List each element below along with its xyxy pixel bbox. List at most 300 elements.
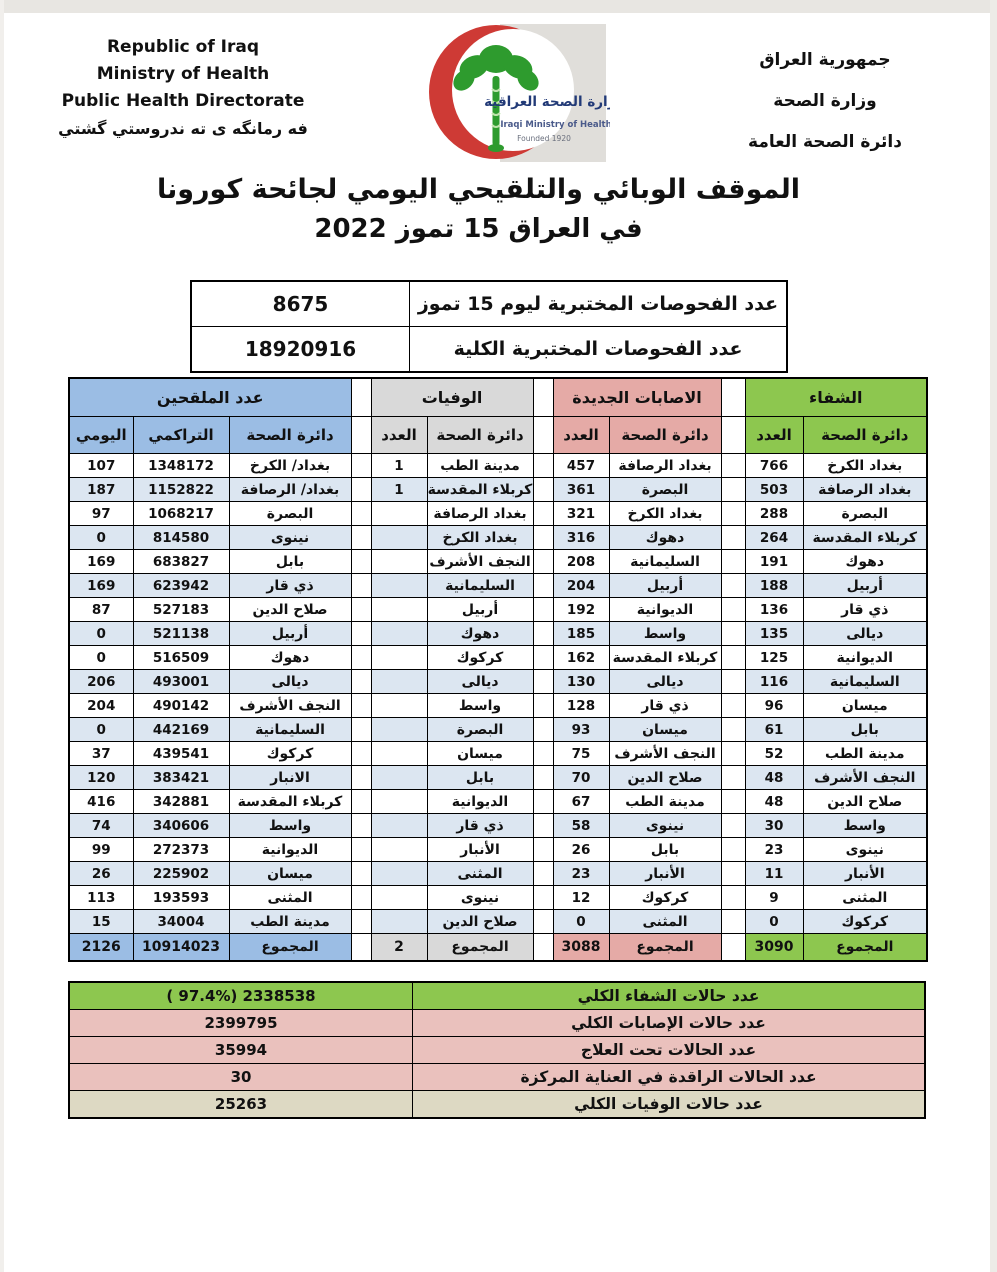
- cases-province-cell: ميسان: [609, 718, 721, 742]
- vaccinated-daily-cell: 206: [69, 670, 133, 694]
- cases-count-cell: 70: [553, 766, 609, 790]
- recovered-total: 3090: [745, 934, 803, 962]
- spacer-cell: [351, 598, 371, 622]
- vaccinated-province-cell: ذي قار: [229, 574, 351, 598]
- spacer-cell: [721, 862, 745, 886]
- spacer-cell: [721, 454, 745, 478]
- scan-edge-right: [990, 0, 997, 1272]
- recovered-group-header: الشفاء: [745, 378, 927, 417]
- spacer-cell: [721, 742, 745, 766]
- recovered-province-cell: ذي قار: [803, 598, 927, 622]
- cases-directorate-header: دائرة الصحة: [609, 417, 721, 454]
- vaccinated-cumulative-total: 10914023: [133, 934, 229, 962]
- table-row: [191, 281, 787, 327]
- vaccinated-cumulative-cell: 342881: [133, 790, 229, 814]
- cases-count-cell: 12: [553, 886, 609, 910]
- deaths-directorate-header: دائرة الصحة: [427, 417, 533, 454]
- recovered-count-header: العدد: [745, 417, 803, 454]
- spacer-cell: [721, 838, 745, 862]
- spacer-cell: [721, 550, 745, 574]
- header-english-line: Ministry of Health: [96, 64, 270, 84]
- lab-tests-table: [190, 280, 788, 373]
- vaccinated-province-cell: نينوى: [229, 526, 351, 550]
- deaths-province-cell: بغداد الرصافة: [427, 502, 533, 526]
- header-arabic-line: دائرة الصحة العامة: [748, 132, 902, 152]
- cases-group-header: الاصابات الجديدة: [553, 378, 721, 417]
- spacer-cell: [351, 766, 371, 790]
- cases-count-cell: 128: [553, 694, 609, 718]
- vaccinated-province-cell: بغداد/ الرصافة: [229, 478, 351, 502]
- vaccinated-province-cell: السليمانية: [229, 718, 351, 742]
- recovered-province-cell: صلاح الدين: [803, 790, 927, 814]
- recovered-province-cell: ديالى: [803, 622, 927, 646]
- cases-province-cell: بغداد الرصافة: [609, 454, 721, 478]
- deaths-count-header: العدد: [371, 417, 427, 454]
- spacer-cell: [533, 766, 553, 790]
- recovered-count-cell: 48: [745, 790, 803, 814]
- spacer-cell: [533, 814, 553, 838]
- spacer-cell: [721, 378, 745, 417]
- vaccinated-cumulative-cell: 490142: [133, 694, 229, 718]
- header-english-line: Public Health Directorate: [61, 91, 305, 111]
- vaccinated-cumulative-cell: 516509: [133, 646, 229, 670]
- vaccinated-daily-cell: 87: [69, 598, 133, 622]
- under-treatment-value: 35994: [69, 1037, 413, 1064]
- deaths-province-cell: مدينة الطب: [427, 454, 533, 478]
- recovered-province-cell: البصرة: [803, 502, 927, 526]
- cases-province-cell: البصرة: [609, 478, 721, 502]
- spacer-cell: [533, 550, 553, 574]
- recovered-province-cell: السليمانية: [803, 670, 927, 694]
- spacer-cell: [721, 718, 745, 742]
- table-row: [69, 838, 927, 862]
- table-row: [69, 814, 927, 838]
- table-row: [69, 910, 927, 934]
- deaths-province-cell: كركوك: [427, 646, 533, 670]
- cases-count-cell: 0: [553, 910, 609, 934]
- header-arabic-line: وزارة الصحة: [773, 91, 877, 111]
- cases-count-cell: 204: [553, 574, 609, 598]
- vaccinated-province-cell: البصرة: [229, 502, 351, 526]
- vaccinated-cumulative-cell: 225902: [133, 862, 229, 886]
- deaths-province-cell: ديالى: [427, 670, 533, 694]
- deaths-province-cell: بابل: [427, 766, 533, 790]
- vaccinated-province-cell: بابل: [229, 550, 351, 574]
- recovered-count-cell: 264: [745, 526, 803, 550]
- recovered-count-cell: 52: [745, 742, 803, 766]
- table-row: [69, 502, 927, 526]
- spacer-cell: [351, 670, 371, 694]
- spacer-cell: [533, 838, 553, 862]
- recovered-province-cell: نينوى: [803, 838, 927, 862]
- vaccinated-province-cell: دهوك: [229, 646, 351, 670]
- spacer-cell: [351, 838, 371, 862]
- deaths-province-cell: الديوانية: [427, 790, 533, 814]
- recovered-province-cell: واسط: [803, 814, 927, 838]
- table-row: [69, 742, 927, 766]
- deaths-count-cell: [371, 550, 427, 574]
- cases-count-cell: 75: [553, 742, 609, 766]
- recovered-directorate-header: دائرة الصحة: [803, 417, 927, 454]
- page-title-line2: في العراق 15 تموز 2022: [314, 214, 643, 244]
- spacer-cell: [351, 646, 371, 670]
- deaths-count-cell: [371, 502, 427, 526]
- summary-row: [69, 1091, 925, 1119]
- vaccinated-cumulative-cell: 814580: [133, 526, 229, 550]
- deaths-count-cell: [371, 598, 427, 622]
- cases-province-cell: نينوى: [609, 814, 721, 838]
- deaths-province-cell: دهوك: [427, 622, 533, 646]
- cases-count-cell: 130: [553, 670, 609, 694]
- table-row: [69, 646, 927, 670]
- table-row: [69, 886, 927, 910]
- vaccinated-daily-cell: 107: [69, 454, 133, 478]
- summary-row: [69, 982, 925, 1010]
- header-arabic-line: جمهورية العراق: [759, 50, 891, 70]
- recovered-count-cell: 48: [745, 766, 803, 790]
- deaths-total: 2: [371, 934, 427, 962]
- cases-province-cell: السليمانية: [609, 550, 721, 574]
- vaccinated-province-cell: المثنى: [229, 886, 351, 910]
- recovered-count-cell: 125: [745, 646, 803, 670]
- total-recovered-label: عدد حالات الشفاء الكلي: [413, 982, 926, 1010]
- recovered-count-cell: 23: [745, 838, 803, 862]
- deaths-count-cell: [371, 694, 427, 718]
- spacer-cell: [351, 862, 371, 886]
- recovered-count-cell: 61: [745, 718, 803, 742]
- vaccinated-province-cell: كركوك: [229, 742, 351, 766]
- spacer-cell: [721, 790, 745, 814]
- deaths-count-cell: [371, 718, 427, 742]
- cases-province-cell: كركوك: [609, 886, 721, 910]
- page-title: [0, 174, 957, 244]
- vaccinated-province-cell: أربيل: [229, 622, 351, 646]
- header-english-block: [58, 34, 308, 142]
- recovered-province-cell: الأنبار: [803, 862, 927, 886]
- cases-count-cell: 185: [553, 622, 609, 646]
- cases-province-cell: صلاح الدين: [609, 766, 721, 790]
- spacer-cell: [351, 574, 371, 598]
- vaccinated-cumulative-cell: 623942: [133, 574, 229, 598]
- recovered-province-cell: كركوك: [803, 910, 927, 934]
- table-row: [69, 766, 927, 790]
- deaths-province-cell: صلاح الدين: [427, 910, 533, 934]
- spacer-cell: [721, 814, 745, 838]
- header-english-line: Republic of Iraq: [106, 37, 260, 57]
- deaths-count-cell: 1: [371, 454, 427, 478]
- vaccinated-daily-cell: 416: [69, 790, 133, 814]
- recovered-count-cell: 96: [745, 694, 803, 718]
- spacer-cell: [721, 526, 745, 550]
- spacer-cell: [351, 502, 371, 526]
- vaccinated-cumulative-cell: 340606: [133, 814, 229, 838]
- cases-count-cell: 208: [553, 550, 609, 574]
- spacer-cell: [351, 934, 371, 962]
- deaths-count-cell: [371, 622, 427, 646]
- recovered-province-cell: بغداد الكرخ: [803, 454, 927, 478]
- table-row: [69, 550, 927, 574]
- deaths-count-cell: [371, 574, 427, 598]
- cases-count-cell: 58: [553, 814, 609, 838]
- spacer-cell: [533, 886, 553, 910]
- deaths-province-cell: واسط: [427, 694, 533, 718]
- vaccinated-daily-cell: 37: [69, 742, 133, 766]
- vaccinated-group-header: عدد الملقحين: [69, 378, 351, 417]
- deaths-count-cell: [371, 886, 427, 910]
- recovered-province-cell: كربلاء المقدسة: [803, 526, 927, 550]
- recovered-province-cell: الديوانية: [803, 646, 927, 670]
- spacer-cell: [721, 598, 745, 622]
- spacer-cell: [533, 454, 553, 478]
- deaths-count-cell: [371, 526, 427, 550]
- spacer-cell: [721, 934, 745, 962]
- vaccinated-daily-cell: 15: [69, 910, 133, 934]
- logo-arabic-text: وزارة الصحة العراقية: [484, 94, 610, 110]
- cases-count-cell: 192: [553, 598, 609, 622]
- vaccinated-province-cell: واسط: [229, 814, 351, 838]
- under-treatment-label: عدد الحالات تحت العلاج: [413, 1037, 926, 1064]
- vaccinated-province-cell: الديوانية: [229, 838, 351, 862]
- spacer-cell: [533, 417, 553, 454]
- spacer-cell: [533, 646, 553, 670]
- deaths-province-cell: بغداد الكرخ: [427, 526, 533, 550]
- deaths-count-cell: [371, 838, 427, 862]
- cases-count-cell: 361: [553, 478, 609, 502]
- table-row: [69, 790, 927, 814]
- recovered-count-cell: 0: [745, 910, 803, 934]
- cases-province-cell: الديوانية: [609, 598, 721, 622]
- vaccinated-cumulative-cell: 439541: [133, 742, 229, 766]
- spacer-cell: [351, 526, 371, 550]
- recovered-count-cell: 135: [745, 622, 803, 646]
- vaccinated-daily-cell: 99: [69, 838, 133, 862]
- spacer-cell: [721, 694, 745, 718]
- cases-province-cell: ذي قار: [609, 694, 721, 718]
- spacer-cell: [533, 378, 553, 417]
- spacer-cell: [351, 886, 371, 910]
- deaths-count-cell: [371, 862, 427, 886]
- table-row: [69, 454, 927, 478]
- icu-cases-value: 30: [69, 1064, 413, 1091]
- spacer-cell: [721, 574, 745, 598]
- spacer-cell: [351, 417, 371, 454]
- spacer-cell: [351, 814, 371, 838]
- total-tests-value: 18920916: [191, 327, 410, 373]
- spacer-cell: [533, 502, 553, 526]
- spacer-cell: [721, 417, 745, 454]
- vaccinated-daily-cell: 120: [69, 766, 133, 790]
- table-row: [69, 574, 927, 598]
- vaccinated-daily-cell: 0: [69, 622, 133, 646]
- summary-row: [69, 1037, 925, 1064]
- vaccinated-cumulative-cell: 527183: [133, 598, 229, 622]
- deaths-total-label: المجموع: [427, 934, 533, 962]
- spacer-cell: [721, 910, 745, 934]
- spacer-cell: [351, 478, 371, 502]
- recovered-count-cell: 11: [745, 862, 803, 886]
- recovered-province-cell: المثنى: [803, 886, 927, 910]
- cases-count-cell: 162: [553, 646, 609, 670]
- table-row: [69, 598, 927, 622]
- deaths-province-cell: ذي قار: [427, 814, 533, 838]
- cases-total-label: المجموع: [609, 934, 721, 962]
- spacer-cell: [351, 910, 371, 934]
- vaccinated-cumulative-cell: 272373: [133, 838, 229, 862]
- table-row: [69, 670, 927, 694]
- column-header-row: [69, 417, 927, 454]
- total-cases-label: عدد حالات الإصابات الكلي: [413, 1010, 926, 1037]
- cases-count-cell: 67: [553, 790, 609, 814]
- recovered-province-cell: بغداد الرصافة: [803, 478, 927, 502]
- spacer-cell: [721, 478, 745, 502]
- deaths-province-cell: النجف الأشرف: [427, 550, 533, 574]
- provinces-table: [68, 377, 928, 962]
- vaccinated-daily-cell: 204: [69, 694, 133, 718]
- recovered-count-cell: 766: [745, 454, 803, 478]
- ministry-logo: [404, 14, 610, 168]
- vaccinated-cumulative-cell: 383421: [133, 766, 229, 790]
- recovered-count-cell: 191: [745, 550, 803, 574]
- vaccinated-cumulative-header: التراكمي: [133, 417, 229, 454]
- vaccinated-daily-cell: 113: [69, 886, 133, 910]
- table-row: [69, 478, 927, 502]
- deaths-province-cell: كربلاء المقدسة: [427, 478, 533, 502]
- cases-count-cell: 23: [553, 862, 609, 886]
- vaccinated-cumulative-cell: 493001: [133, 670, 229, 694]
- spacer-cell: [533, 742, 553, 766]
- table-row: [69, 694, 927, 718]
- spacer-cell: [721, 646, 745, 670]
- vaccinated-daily-total: 2126: [69, 934, 133, 962]
- spacer-cell: [533, 526, 553, 550]
- cases-province-cell: مدينة الطب: [609, 790, 721, 814]
- deaths-count-cell: [371, 910, 427, 934]
- spacer-cell: [533, 670, 553, 694]
- vaccinated-cumulative-cell: 1152822: [133, 478, 229, 502]
- spacer-cell: [351, 694, 371, 718]
- deaths-province-cell: أربيل: [427, 598, 533, 622]
- vaccinated-daily-cell: 187: [69, 478, 133, 502]
- table-row: [69, 862, 927, 886]
- vaccinated-daily-cell: 169: [69, 550, 133, 574]
- summary-table: [68, 981, 926, 1119]
- logo-english-text: Iraqi Ministry of Health: [500, 120, 610, 130]
- spacer-cell: [721, 670, 745, 694]
- cases-province-cell: الأنبار: [609, 862, 721, 886]
- spacer-cell: [351, 742, 371, 766]
- vaccinated-province-cell: بغداد/ الكرخ: [229, 454, 351, 478]
- deaths-group-header: الوفيات: [371, 378, 533, 417]
- daily-tests-label: عدد الفحوصات المختبرية ليوم 15 تموز: [410, 281, 788, 327]
- recovered-province-cell: ميسان: [803, 694, 927, 718]
- deaths-province-cell: البصرة: [427, 718, 533, 742]
- recovered-province-cell: مدينة الطب: [803, 742, 927, 766]
- total-tests-label: عدد الفحوصات المختبرية الكلية: [410, 327, 788, 373]
- total-cases-value: 2399795: [69, 1010, 413, 1037]
- deaths-count-cell: [371, 814, 427, 838]
- group-header-row: [69, 378, 927, 417]
- vaccinated-daily-cell: 0: [69, 526, 133, 550]
- spacer-cell: [533, 790, 553, 814]
- vaccinated-province-cell: ميسان: [229, 862, 351, 886]
- cases-province-cell: ديالى: [609, 670, 721, 694]
- recovered-province-cell: النجف الأشرف: [803, 766, 927, 790]
- logo-founded-text: Founded 1920: [517, 134, 571, 143]
- vaccinated-daily-cell: 74: [69, 814, 133, 838]
- cases-count-cell: 26: [553, 838, 609, 862]
- vaccinated-cumulative-cell: 34004: [133, 910, 229, 934]
- cases-province-cell: دهوك: [609, 526, 721, 550]
- cases-total: 3088: [553, 934, 609, 962]
- recovered-count-cell: 288: [745, 502, 803, 526]
- recovered-province-cell: دهوك: [803, 550, 927, 574]
- spacer-cell: [351, 622, 371, 646]
- spacer-cell: [351, 378, 371, 417]
- total-deaths-value: 25263: [69, 1091, 413, 1119]
- cases-province-cell: واسط: [609, 622, 721, 646]
- recovered-total-label: المجموع: [803, 934, 927, 962]
- deaths-count-cell: [371, 766, 427, 790]
- summary-row: [69, 1010, 925, 1037]
- vaccinated-province-cell: مدينة الطب: [229, 910, 351, 934]
- icu-cases-label: عدد الحالات الراقدة في العناية المركزة: [413, 1064, 926, 1091]
- cases-province-cell: بغداد الكرخ: [609, 502, 721, 526]
- spacer-cell: [721, 622, 745, 646]
- vaccinated-directorate-header: دائرة الصحة: [229, 417, 351, 454]
- recovered-count-cell: 503: [745, 478, 803, 502]
- deaths-province-cell: ميسان: [427, 742, 533, 766]
- recovered-count-cell: 188: [745, 574, 803, 598]
- vaccinated-cumulative-cell: 1068217: [133, 502, 229, 526]
- cases-count-cell: 457: [553, 454, 609, 478]
- spacer-cell: [721, 766, 745, 790]
- cases-province-cell: المثنى: [609, 910, 721, 934]
- spacer-cell: [533, 934, 553, 962]
- recovered-count-cell: 30: [745, 814, 803, 838]
- recovered-count-cell: 116: [745, 670, 803, 694]
- recovered-province-cell: بابل: [803, 718, 927, 742]
- vaccinated-daily-cell: 169: [69, 574, 133, 598]
- cases-province-cell: بابل: [609, 838, 721, 862]
- table-row: [69, 718, 927, 742]
- cases-count-header: العدد: [553, 417, 609, 454]
- total-deaths-label: عدد حالات الوفيات الكلي: [413, 1091, 926, 1119]
- spacer-cell: [533, 478, 553, 502]
- spacer-cell: [351, 718, 371, 742]
- spacer-cell: [351, 790, 371, 814]
- deaths-count-cell: [371, 742, 427, 766]
- summary-row: [69, 1064, 925, 1091]
- recovered-count-cell: 9: [745, 886, 803, 910]
- vaccinated-daily-header: اليومي: [69, 417, 133, 454]
- spacer-cell: [533, 910, 553, 934]
- spacer-cell: [351, 550, 371, 574]
- vaccinated-province-cell: النجف الأشرف: [229, 694, 351, 718]
- vaccinated-total-label: المجموع: [229, 934, 351, 962]
- recovered-province-cell: أربيل: [803, 574, 927, 598]
- cases-province-cell: النجف الأشرف: [609, 742, 721, 766]
- spacer-cell: [721, 502, 745, 526]
- cases-count-cell: 321: [553, 502, 609, 526]
- vaccinated-cumulative-cell: 521138: [133, 622, 229, 646]
- vaccinated-province-cell: ديالى: [229, 670, 351, 694]
- page-title-line1: الموقف الوبائي والتلقيحي اليومي لجائحة كورونا: [156, 174, 801, 205]
- deaths-province-cell: السليمانية: [427, 574, 533, 598]
- vaccinated-cumulative-cell: 193593: [133, 886, 229, 910]
- header-kurdish-line: فه رمانگه ی ته ندروستي گشتي: [58, 119, 308, 138]
- vaccinated-daily-cell: 97: [69, 502, 133, 526]
- spacer-cell: [721, 886, 745, 910]
